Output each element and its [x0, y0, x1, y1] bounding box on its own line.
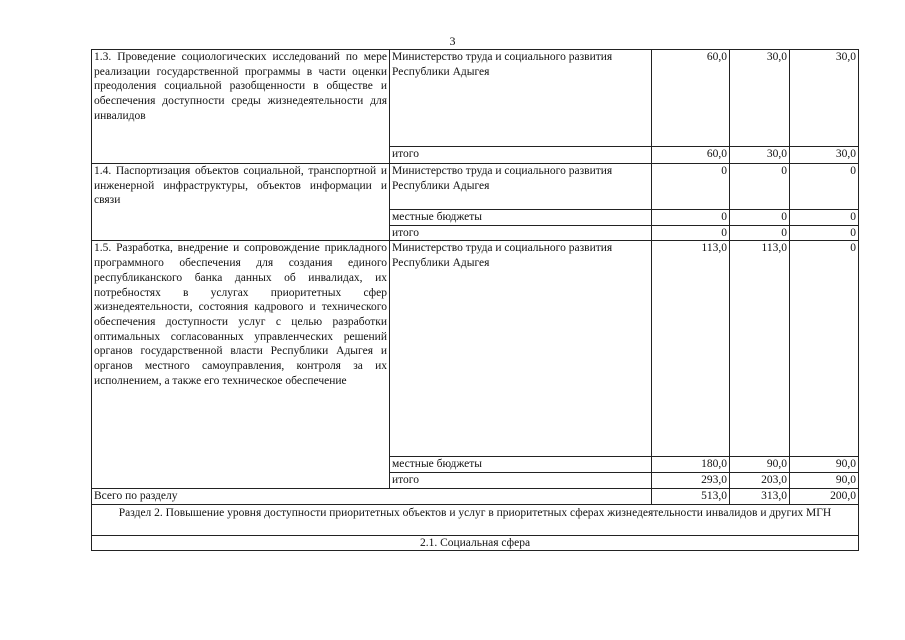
table-row: [92, 535, 859, 551]
measure-1-3-organization: Министерство труда и социального развития Республики Адыгея: [390, 50, 652, 147]
page-number: 3: [449, 34, 456, 48]
table-row: [92, 50, 859, 147]
measure-1-5-organization: Министерство труда и социального развития Республики Адыгея: [390, 241, 652, 457]
section-total-value-3: 200,0: [790, 488, 859, 504]
measure-1-4-total-label: итого: [390, 225, 652, 241]
measure-1-4-organization: Министерство труда и социального развития Республики Адыгея: [390, 164, 652, 210]
measure-1-3-total-value-3: 30,0: [790, 147, 859, 164]
measure-1-4-value-1: 0: [652, 164, 730, 210]
section-2-title: Раздел 2. Повышение уровня доступности приоритетных объектов и услуг в приоритетных сферах жизнедеятельности инвалидов и других МГН: [92, 504, 859, 535]
measure-1-3-value-1: 60,0: [652, 50, 730, 147]
measure-1-4-local-value-3: 0: [790, 210, 859, 226]
measure-1-4-total-value-3: 0: [790, 225, 859, 241]
program-table: [91, 49, 859, 551]
measure-1-4-total-value-1: 0: [652, 225, 730, 241]
measure-1-4-value-2: 0: [730, 164, 790, 210]
table-row: [92, 164, 859, 210]
measure-1-5-local-value-1: 180,0: [652, 457, 730, 473]
measure-1-3-total-value-1: 60,0: [652, 147, 730, 164]
table-row: [92, 241, 859, 457]
measure-1-3-value-3: 30,0: [790, 50, 859, 147]
measure-1-5-local-value-3: 90,0: [790, 457, 859, 473]
measure-1-3-value-2: 30,0: [730, 50, 790, 147]
measure-1-5-local-label: местные бюджеты: [390, 457, 652, 473]
measure-1-5-total-value-2: 203,0: [730, 473, 790, 489]
measure-1-4-total-value-2: 0: [730, 225, 790, 241]
section-total-label: Всего по разделу: [92, 488, 652, 504]
subsection-2-1-title: 2.1. Социальная сфера: [92, 535, 859, 551]
measure-1-3-total-value-2: 30,0: [730, 147, 790, 164]
measure-1-5-value-3: 0: [790, 241, 859, 457]
table-row: [92, 488, 859, 504]
measure-1-3-total-label: итого: [390, 147, 652, 164]
measure-1-4-description: 1.4. Паспортизация объектов социальной, транспортной и инженерной инфраструктуры, объектов информации и связи: [92, 164, 390, 241]
measure-1-5-total-value-1: 293,0: [652, 473, 730, 489]
measure-1-5-value-2: 113,0: [730, 241, 790, 457]
measure-1-3-description: 1.3. Проведение социологических исследований по мере реализации государственной программы в части оценки преодоления социальной разобщенности в обществе и обеспечения доступности среды жизнедеятельности для инвалидов: [92, 50, 390, 164]
measure-1-5-total-label: итого: [390, 473, 652, 489]
section-total-value-2: 313,0: [730, 488, 790, 504]
table-row: [92, 504, 859, 535]
section-total-value-1: 513,0: [652, 488, 730, 504]
measure-1-5-local-value-2: 90,0: [730, 457, 790, 473]
measure-1-5-description: 1.5. Разработка, внедрение и сопровождение прикладного программного обеспечения для создания единого республиканского банка данных об инвалидах, их потребностях в услугах приоритетных сфер жизнедеятельности, состояния кадрового и технического обеспечения доступности услуг с целью разработки оптимальных согласованных управленческих решений органов государственной власти Республики Адыгея и органов местного самоуправления, контроля за их исполнением, а также его техническое обеспечение: [92, 241, 390, 488]
measure-1-4-local-value-1: 0: [652, 210, 730, 226]
measure-1-5-value-1: 113,0: [652, 241, 730, 457]
measure-1-4-local-value-2: 0: [730, 210, 790, 226]
measure-1-4-local-label: местные бюджеты: [390, 210, 652, 226]
measure-1-5-total-value-3: 90,0: [790, 473, 859, 489]
measure-1-4-value-3: 0: [790, 164, 859, 210]
